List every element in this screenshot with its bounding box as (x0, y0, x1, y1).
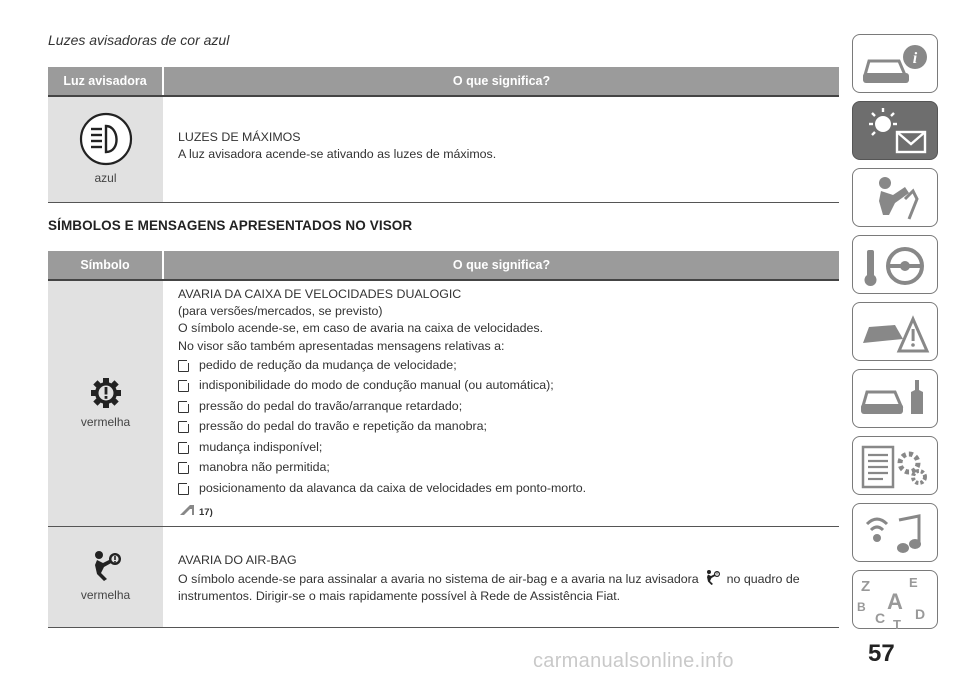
key-steering-wheel-icon (853, 236, 939, 295)
tab-maintenance[interactable] (852, 369, 938, 428)
row-text: instrumentos. Dirigir-se o mais rapidamente possível à Rede de Assistência Fiat. (178, 588, 621, 603)
svg-text:i: i (912, 50, 918, 67)
svg-text:A: A (887, 589, 903, 614)
table-row (48, 96, 839, 203)
tab-safety[interactable] (852, 168, 938, 227)
row-title: LUZES DE MÁXIMOS (178, 130, 301, 144)
color-label: vermelha (80, 587, 131, 602)
tab-car-info[interactable] (852, 34, 938, 93)
list-item: mudança indisponível; (178, 439, 831, 457)
section-heading: SÍMBOLOS E MENSAGENS APRESENTADOS NO VISOR (48, 218, 413, 233)
tab-multimedia[interactable] (852, 503, 938, 562)
svg-text:B: B (857, 600, 866, 614)
row-subtitle: (para versões/mercados, se previsto) (178, 304, 383, 319)
svg-text:T: T (893, 617, 901, 630)
high-beam-icon (79, 112, 133, 166)
icon-cell (48, 96, 163, 203)
tab-emergency[interactable] (852, 302, 938, 361)
technical-data-icon (853, 437, 939, 496)
bullet-icon (178, 401, 189, 413)
svg-text:D: D (915, 606, 926, 622)
list-item: pressão do pedal do travão/arranque retardado; (178, 398, 831, 416)
list-item: posicionamento da alavanca da caixa de velocidades em ponto-morto. (178, 480, 831, 498)
emergency-accident-icon (853, 303, 939, 362)
table-row (48, 526, 839, 627)
table-row (48, 280, 839, 526)
airbag-failure-inline-icon (704, 569, 721, 586)
list-item: pressão do pedal do travão e repetição da manobra; (178, 418, 831, 436)
index-az-icon (853, 571, 939, 630)
bullet-icon (178, 360, 189, 372)
footnote-reference: 17) (178, 503, 831, 521)
icon-cell (48, 526, 163, 627)
table-header-meaning: O que significa? (163, 251, 839, 280)
tab-starting-driving[interactable] (852, 235, 938, 294)
watermark: carmanualsonline.info (533, 650, 734, 672)
bullet-icon (178, 442, 189, 454)
bullet-icon (178, 483, 189, 495)
tab-index[interactable] (852, 570, 938, 629)
svg-text:C: C (875, 610, 886, 626)
message-list (178, 357, 831, 498)
table-header-symbol: Símbolo (48, 251, 163, 280)
tab-technical-data[interactable] (852, 436, 938, 495)
tab-warning-lights[interactable] (852, 101, 938, 160)
svg-text:Z: Z (861, 578, 871, 595)
gearbox-failure-icon (89, 376, 123, 410)
row-text: O símbolo acende-se, em caso de avaria na caixa de velocidades. (178, 321, 544, 336)
table-header-light: Luz avisadora (48, 67, 163, 96)
color-label: azul (94, 170, 117, 185)
symbols-table (48, 251, 839, 628)
row-text: No visor são também apresentadas mensagens relativas a: (178, 338, 505, 353)
row-text: O símbolo acende-se para assinalar a avaria no sistema de air-bag e a avaria na luz avisadora no quadro de (178, 569, 831, 588)
safety-seatbelt-icon (853, 169, 939, 228)
bullet-icon (178, 380, 189, 392)
warning-note-icon (178, 503, 196, 517)
list-item: pedido de redução da mudança de velocidade; (178, 357, 831, 375)
list-item: indisponibilidade do modo de condução manual (ou automática); (178, 377, 831, 395)
list-item: manobra não permitida; (178, 459, 831, 477)
warning-lights-message-icon (853, 102, 939, 161)
color-label: vermelha (80, 414, 131, 429)
svg-text:E: E (909, 575, 918, 590)
page-number: 57 (868, 640, 895, 667)
car-maintenance-icon (853, 370, 939, 429)
multimedia-icon (853, 504, 939, 563)
section-title: Luzes avisadoras de cor azul (48, 32, 230, 48)
icon-cell (48, 280, 163, 526)
car-info-icon (853, 35, 939, 94)
row-title: AVARIA DA CAIXA DE VELOCIDADES DUALOGIC (178, 287, 462, 301)
warning-light-table (48, 67, 839, 203)
row-title: AVARIA DO AIR-BAG (178, 552, 297, 567)
row-text: A luz avisadora acende-se ativando as luzes de máximos. (178, 147, 497, 162)
airbag-failure-icon (89, 549, 123, 583)
bullet-icon (178, 462, 189, 474)
bullet-icon (178, 421, 189, 433)
table-header-meaning: O que significa? (163, 67, 839, 96)
